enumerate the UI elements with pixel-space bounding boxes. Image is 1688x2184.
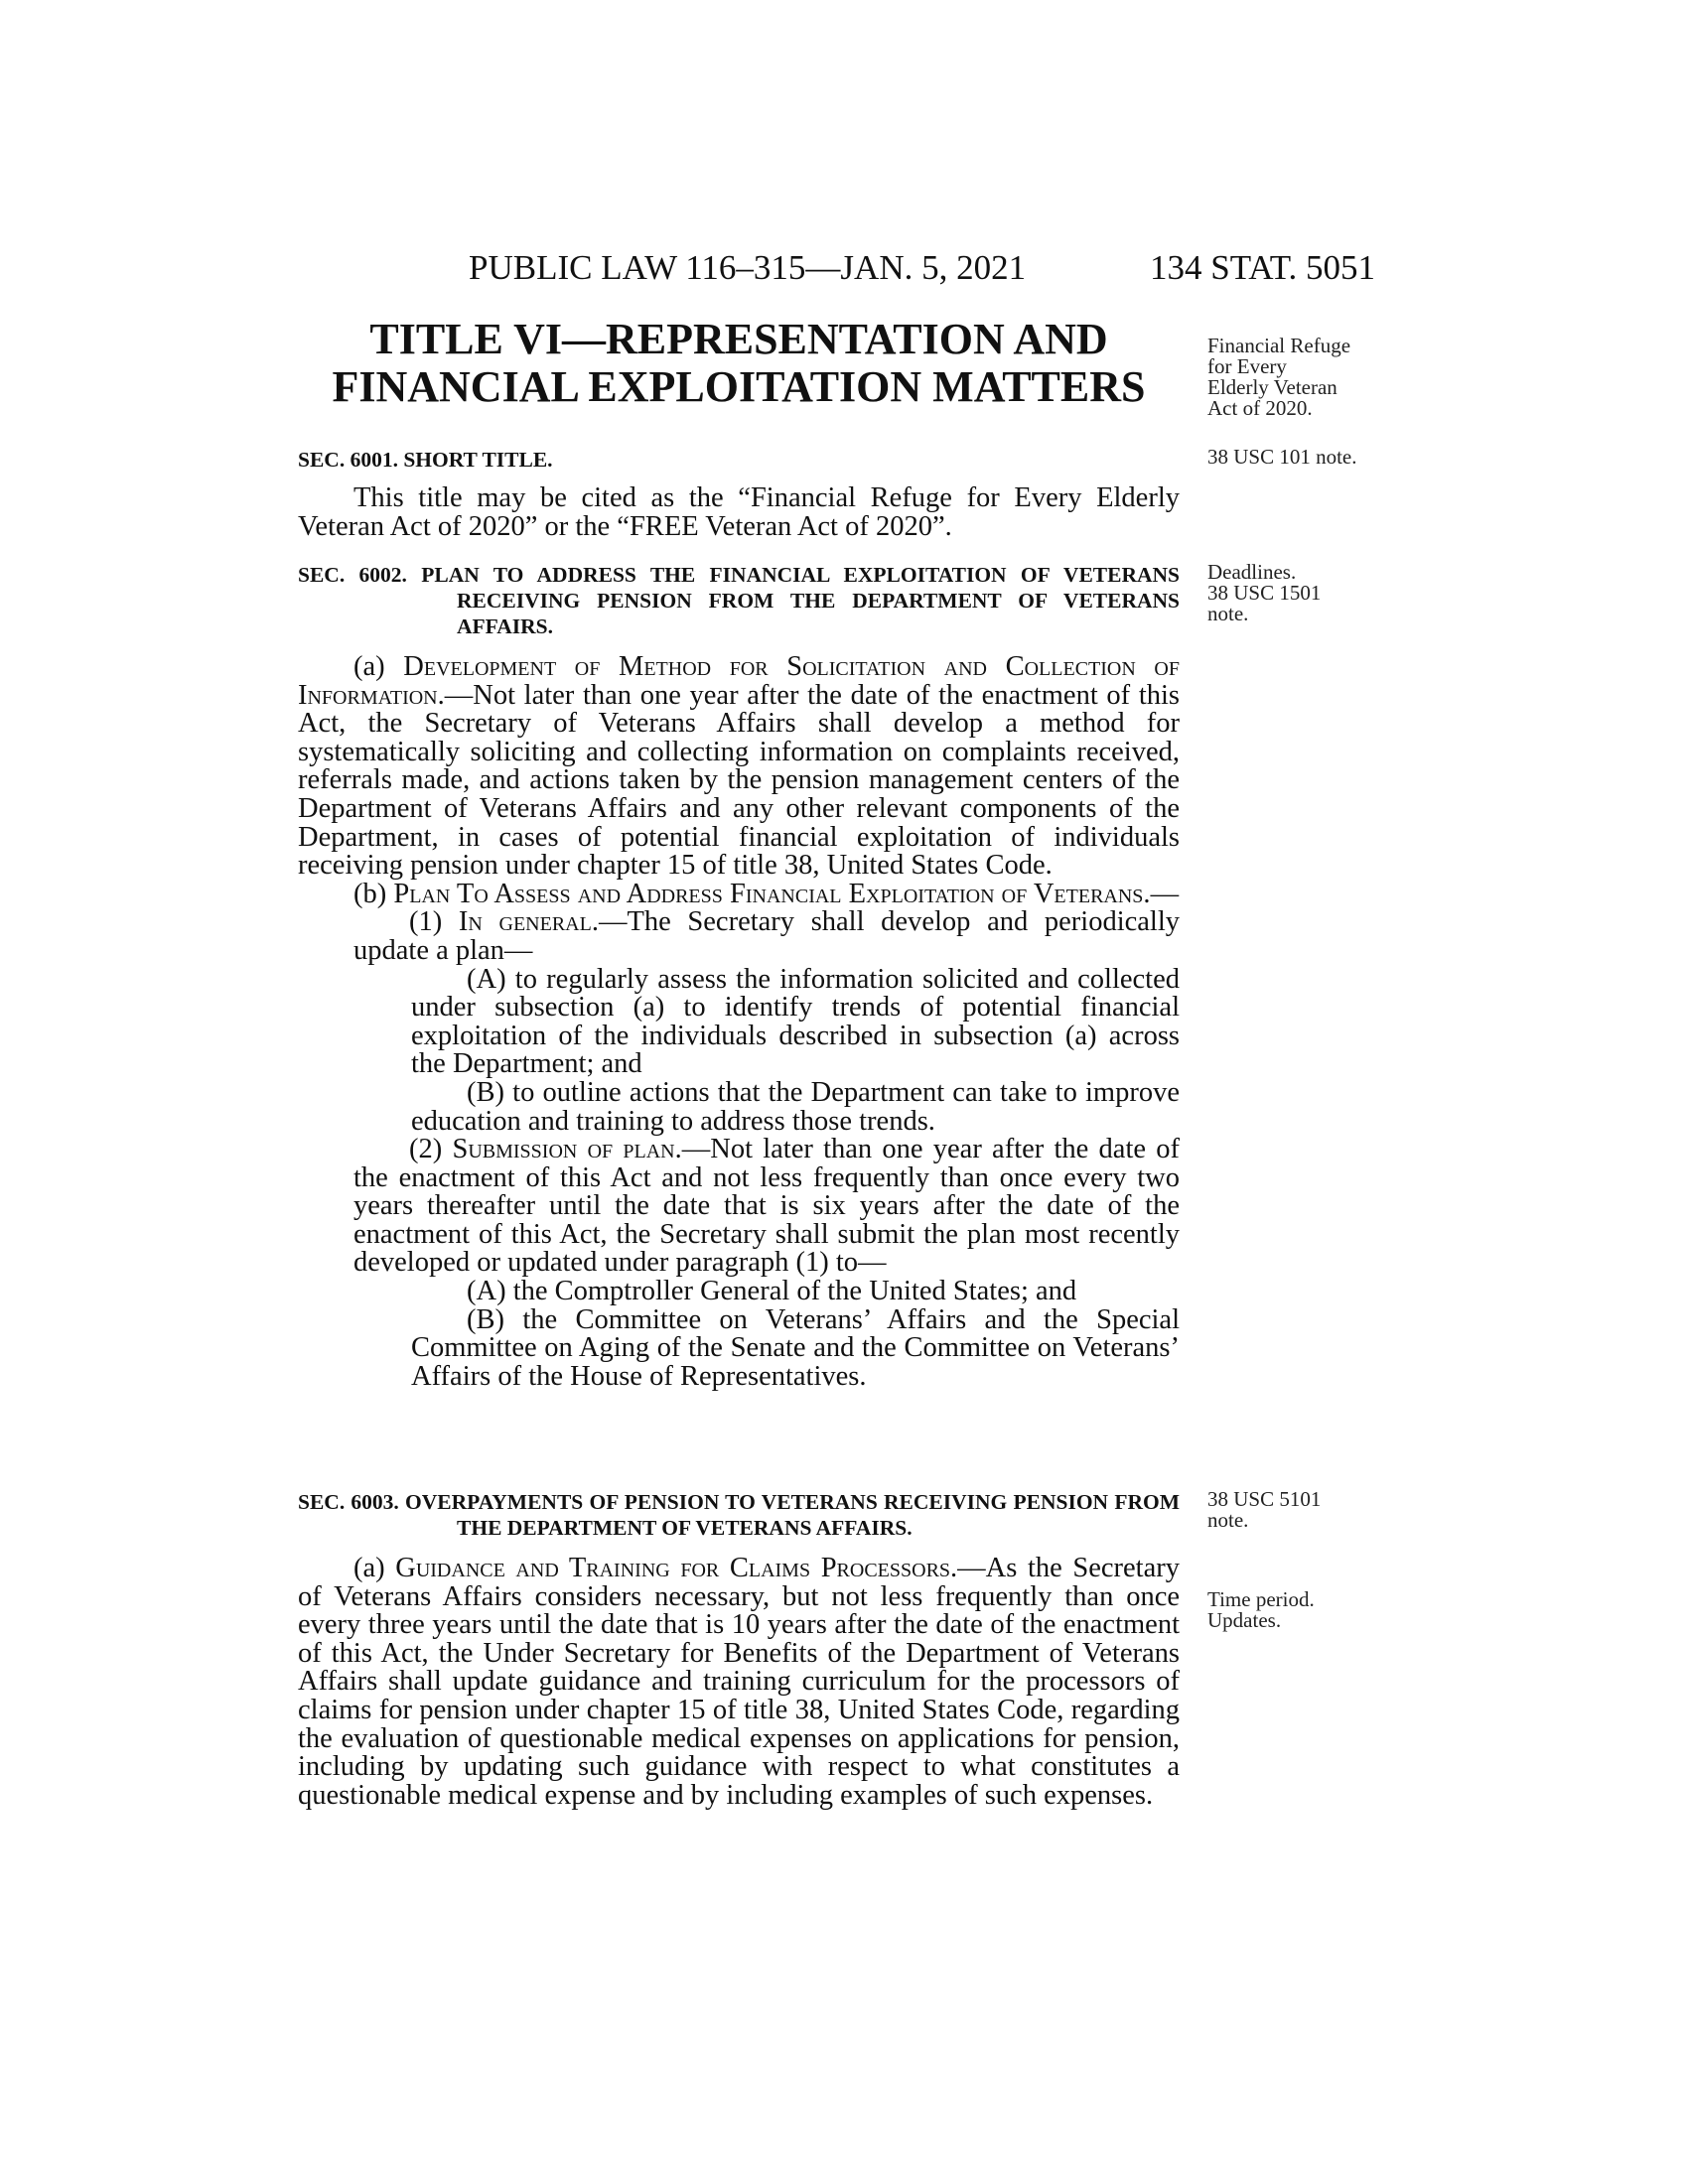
section-6003-heading xyxy=(298,1489,1180,1541)
paragraph-label: (2) xyxy=(409,1134,453,1165)
margin-note-sec6001 xyxy=(1207,447,1381,468)
margin-note-line: 38 USC 1501 xyxy=(1207,581,1322,605)
paragraph-heading: In general. xyxy=(458,906,599,938)
margin-note-line: Financial Refuge xyxy=(1207,334,1351,357)
subsection-text: — xyxy=(1150,878,1180,909)
paragraph-label: (1) xyxy=(409,906,459,938)
subsection-heading: Guidance and Training for Claims Processors. xyxy=(395,1553,958,1583)
section-6002-title: PLAN TO ADDRESS THE FINANCIAL EXPLOITATION OF VETERANS RECEIVING PENSION FROM THE DEPARTMENT OF VETERANS AFFAIRS. xyxy=(421,563,1180,638)
margin-note-line: note. xyxy=(1207,602,1249,625)
margin-note-sec6003a xyxy=(1207,1589,1381,1631)
margin-note-line: Updates. xyxy=(1207,1608,1282,1632)
subsection-heading: Development of Method for Solicitation and Collection of Information. xyxy=(298,651,1180,711)
section-6003-number: SEC. 6003. xyxy=(298,1490,399,1514)
subsection-6003-a xyxy=(298,1555,1180,1810)
subparagraph-6002-b1A: (A) to regularly assess the information solicited and collected under subsection (a) to identify trends of potential financial exploitation of the individuals described in subsection (a) across the Department; and xyxy=(411,963,1180,1080)
margin-note-line: note. xyxy=(1207,1508,1249,1532)
margin-note-line: Act of 2020. xyxy=(1207,396,1313,420)
subsection-label: (a) xyxy=(353,1553,396,1583)
margin-note-line: Deadlines. xyxy=(1207,560,1297,584)
subsection-text: —As the Secretary of Veterans Affairs considers necessary, but not less frequently than once every three years until the date that is 10 years after the date of the enactment of this Act, the Under Secretary for Benefits of the Department of Veterans Affairs shall update guidance and training curriculum for the processors of claims for pension under chapter 15 of title 38, United States Code, regarding the evaluation of questionable medical expenses on applications for pension, including by updating such guidance with respect to what constitutes a questionable medical expense and by including examples of such expenses. xyxy=(298,1553,1180,1811)
running-head xyxy=(298,248,1375,288)
public-law-citation: PUBLIC LAW 116–315—JAN. 5, 2021 xyxy=(469,248,1027,287)
paragraph-text: —Not later than one year after the date of the enactment of this Act and not less frequently than once every two years thereafter until the date that is six years after the date of the enactment of this Act, the Secretary shall submit the plan most recently developed or updated under paragraph (1) to— xyxy=(353,1134,1180,1279)
margin-note-sec6003 xyxy=(1207,1489,1381,1531)
subsection-6002-b xyxy=(298,878,1180,909)
title-line-1: TITLE VI—REPRESENTATION AND xyxy=(369,315,1108,363)
subparagraph-6002-b2B: (B) the Committee on Veterans’ Affairs and the Special Committee on Aging of the Senate and the Committee on Veterans’ Affairs of the House of Representatives. xyxy=(411,1303,1180,1392)
subsection-label: (b) xyxy=(353,878,394,909)
section-6002-heading xyxy=(298,562,1180,639)
section-6002-number: SEC. 6002. xyxy=(298,563,407,587)
margin-note-line: Elderly Veteran xyxy=(1207,375,1337,399)
subsection-6002-a xyxy=(298,653,1180,881)
subsection-heading: Plan To Assess and Address Financial Exploitation of Veterans. xyxy=(393,878,1151,909)
section-6003 xyxy=(298,1489,1180,1810)
paragraph-text: —The Secretary shall develop and periodically update a plan— xyxy=(353,906,1180,966)
paragraph-6002-b2 xyxy=(298,1136,1180,1278)
statute-page-number: 134 STAT. 5051 xyxy=(1150,248,1375,287)
paragraph-6002-b1 xyxy=(298,908,1180,965)
margin-note-line: 38 USC 101 note. xyxy=(1207,445,1357,469)
paragraph-heading: Submission of plan. xyxy=(452,1134,682,1165)
subsection-text: —Not later than one year after the date of the enactment of this Act, the Secretary of Veterans Affairs shall develop a method for systematically soliciting and collecting information on complaints received, referrals made, and actions taken by the pension management centers of the Department of Veterans Affairs and any other relevant components of the Department, in cases of potential financial exploitation of individuals receiving pension under chapter 15 of title 38, United States Code. xyxy=(298,679,1180,882)
section-6001 xyxy=(298,447,1180,541)
section-6001-text: This title may be cited as the “Financial Refuge for Every Elderly Veteran Act of 2020” or the “FREE Veteran Act of 2020”. xyxy=(298,482,1180,542)
title-line-2: FINANCIAL EXPLOITATION MATTERS xyxy=(332,362,1146,411)
subparagraph-6002-b1B: (B) to outline actions that the Department can take to improve education and training to address those trends. xyxy=(411,1076,1180,1137)
margin-note-act-name xyxy=(1207,336,1381,419)
section-6001-heading: SEC. 6001. SHORT TITLE. xyxy=(298,448,553,472)
subparagraph-6002-b2A: (A) the Comptroller General of the United States; and xyxy=(467,1276,1077,1307)
margin-note-line: 38 USC 5101 xyxy=(1207,1487,1322,1511)
subsection-label: (a) xyxy=(353,651,404,682)
margin-note-line: Time period. xyxy=(1207,1587,1315,1611)
section-6003-title: OVERPAYMENTS OF PENSION TO VETERANS RECEIVING PENSION FROM THE DEPARTMENT OF VETERANS AFFAIRS. xyxy=(405,1490,1180,1540)
section-6002 xyxy=(298,562,1180,1391)
margin-note-sec6002 xyxy=(1207,562,1381,624)
title-heading xyxy=(298,316,1180,411)
margin-note-line: for Every xyxy=(1207,354,1287,378)
